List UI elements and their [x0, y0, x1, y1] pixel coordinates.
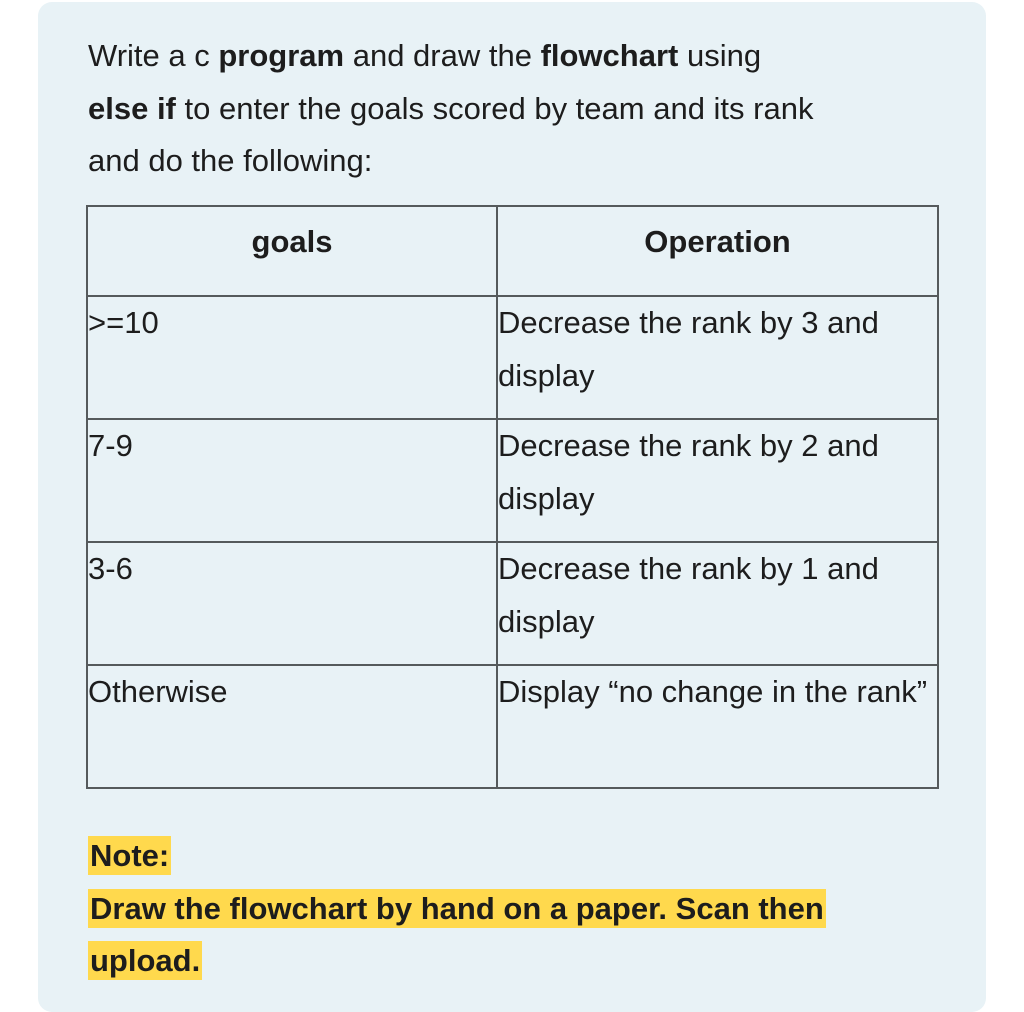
operation-cell: Decrease the rank by 1 and display: [497, 542, 938, 665]
operation-cell: Display “no change in the rank”: [497, 665, 938, 788]
question-part: and draw the: [344, 38, 541, 73]
note-block: [88, 830, 826, 988]
goals-cell: 3-6: [87, 542, 497, 665]
goals-cell: 7-9: [87, 419, 497, 542]
table-header-row: [87, 206, 938, 296]
question-part: using: [678, 38, 762, 73]
table-row: [87, 296, 938, 419]
header-operation: Operation: [497, 206, 938, 296]
table-row: [87, 419, 938, 542]
operation-cell: Decrease the rank by 2 and display: [497, 419, 938, 542]
goals-cell: >=10: [87, 296, 497, 419]
table-row: [87, 542, 938, 665]
note-label: Note:: [90, 838, 170, 873]
note-line-1: Draw the flowchart by hand on a paper. Scan then: [90, 890, 824, 926]
table-row: [87, 665, 938, 788]
keyword-flowchart: flowchart: [540, 38, 679, 73]
goals-cell: Otherwise: [87, 665, 497, 788]
keyword-else-if: else if: [88, 90, 176, 126]
question-text: [88, 30, 968, 188]
operations-table: [86, 205, 939, 789]
question-part: and do the following:: [88, 143, 373, 178]
question-part: to enter the goals scored by team and its rank: [175, 90, 814, 126]
operation-cell: Decrease the rank by 3 and display: [497, 296, 938, 419]
note-line-2: upload.: [90, 943, 201, 978]
header-goals: goals: [87, 206, 497, 296]
question-part: Write a c: [88, 38, 219, 73]
keyword-program: program: [218, 38, 345, 73]
